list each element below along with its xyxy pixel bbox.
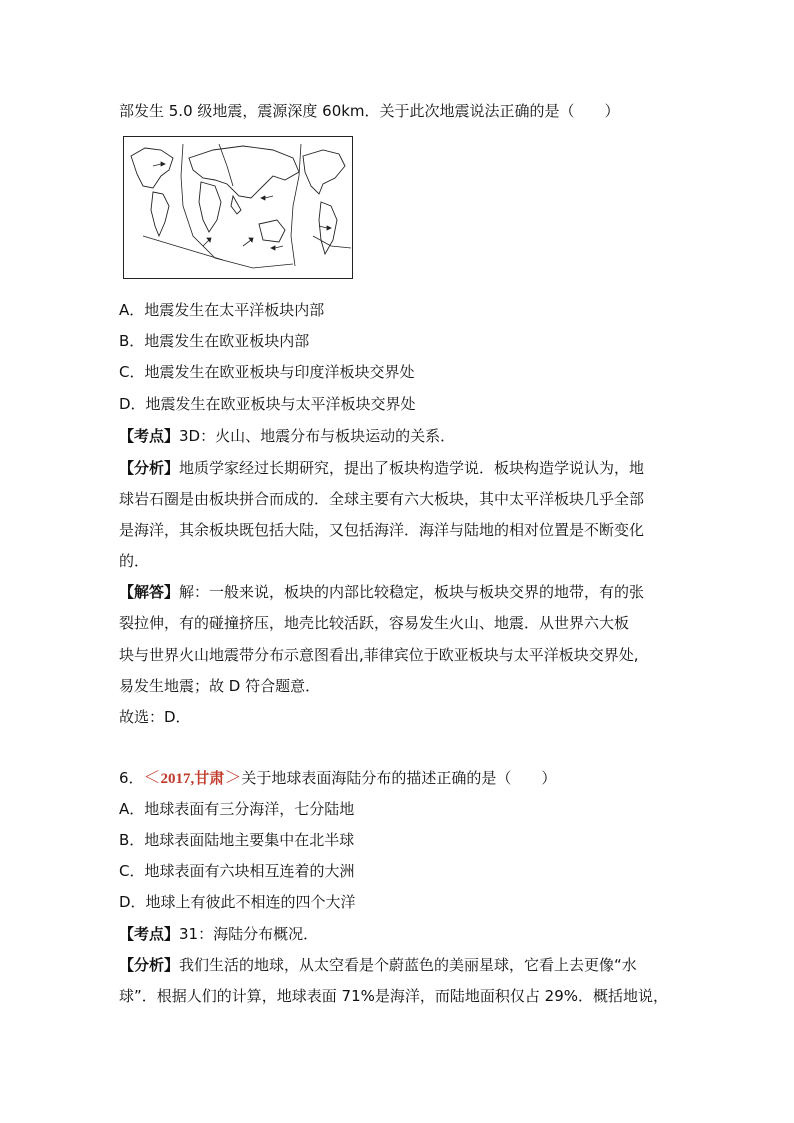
fenxi-label: 【分析】: [119, 956, 180, 974]
source-tag: 2017,甘肃: [160, 771, 225, 787]
q6-stem-text: 关于地球表面海陆分布的描述正确的是（ ）: [241, 769, 557, 787]
q6-option-b: B．地球表面陆地主要集中在北半球: [119, 831, 355, 849]
q5-jieda-line-1: [119, 582, 644, 602]
q6-stem: [119, 768, 556, 789]
q5-jieda-line-4: 易发生地震；故 D 符合题意．: [119, 677, 321, 695]
fenxi-text: 地质学家经过长期研究，提出了板块构造学说．板块构造学说认为，地: [179, 459, 645, 477]
q5-kaodian: [119, 426, 455, 446]
plate-map-figure: [123, 136, 353, 279]
question-number: 6．: [119, 769, 144, 787]
q6-option-a: A．地球表面有三分海洋，七分陆地: [119, 800, 355, 818]
q5-jieda-line-3: 块与世界火山地震带分布示意图看出,菲律宾位于欧亚板块与太平洋板块交界处,: [119, 646, 639, 664]
q5-option-b: B．地震发生在欧亚板块内部: [119, 332, 310, 350]
q6-fenxi-line-1: [119, 955, 637, 975]
q5-fenxi-line-2: 球岩石圈是由板块拼合而成的．全球主要有六大板块，其中太平洋板块几乎全部: [119, 490, 645, 508]
kaodian-label: 【考点】: [119, 925, 180, 943]
q5-fenxi-line-3: 是海洋，其余板块既包括大陆，又包括海洋．海洋与陆地的相对位置是不断变化: [119, 521, 645, 539]
source-close-bracket: ＞: [224, 768, 242, 788]
fenxi-text: 我们生活的地球，从太空看是个蔚蓝色的美丽星球，它看上去更像“水: [179, 956, 637, 974]
q5-stem-tail: 部发生 5.0 级地震，震源深度 60km．关于此次地震说法正确的是（ ）: [119, 102, 620, 120]
q6-option-c: C．地球表面有六块相互连着的大洲: [119, 862, 355, 880]
jieda-label: 【解答】: [119, 583, 180, 601]
q5-answer: 故选：D．: [119, 708, 191, 726]
kaodian-text: 31：海陆分布概况．: [179, 925, 319, 943]
q6-fenxi-line-2: 球”．根据人们的计算，地球表面 71%是海洋，而陆地面积仅占 29%．概括地说，: [119, 987, 668, 1005]
kaodian-text: 3D：火山、地震分布与板块运动的关系．: [179, 427, 456, 445]
q5-option-d: D．地震发生在欧亚板块与太平洋板块交界处: [119, 395, 416, 413]
jieda-text: 解：一般来说，板块的内部比较稳定，板块与板块交界的地带，有的张: [179, 583, 645, 601]
q5-option-a: A．地震发生在太平洋板块内部: [119, 301, 325, 319]
q5-jieda-line-2: 裂拉伸，有的碰撞挤压，地壳比较活跃，容易发生火山、地震．从世界六大板: [119, 614, 630, 632]
q6-option-d: D．地球上有彼此不相连的四个大洋: [119, 893, 356, 911]
q5-option-c: C．地震发生在欧亚板块与印度洋板块交界处: [119, 363, 415, 381]
q5-fenxi-line-4: 的．: [119, 552, 150, 570]
kaodian-label: 【考点】: [119, 427, 180, 445]
source-open-bracket: ＜: [143, 768, 161, 788]
q6-kaodian: [119, 924, 318, 944]
q5-fenxi-line-1: [119, 458, 644, 478]
fenxi-label: 【分析】: [119, 459, 180, 477]
